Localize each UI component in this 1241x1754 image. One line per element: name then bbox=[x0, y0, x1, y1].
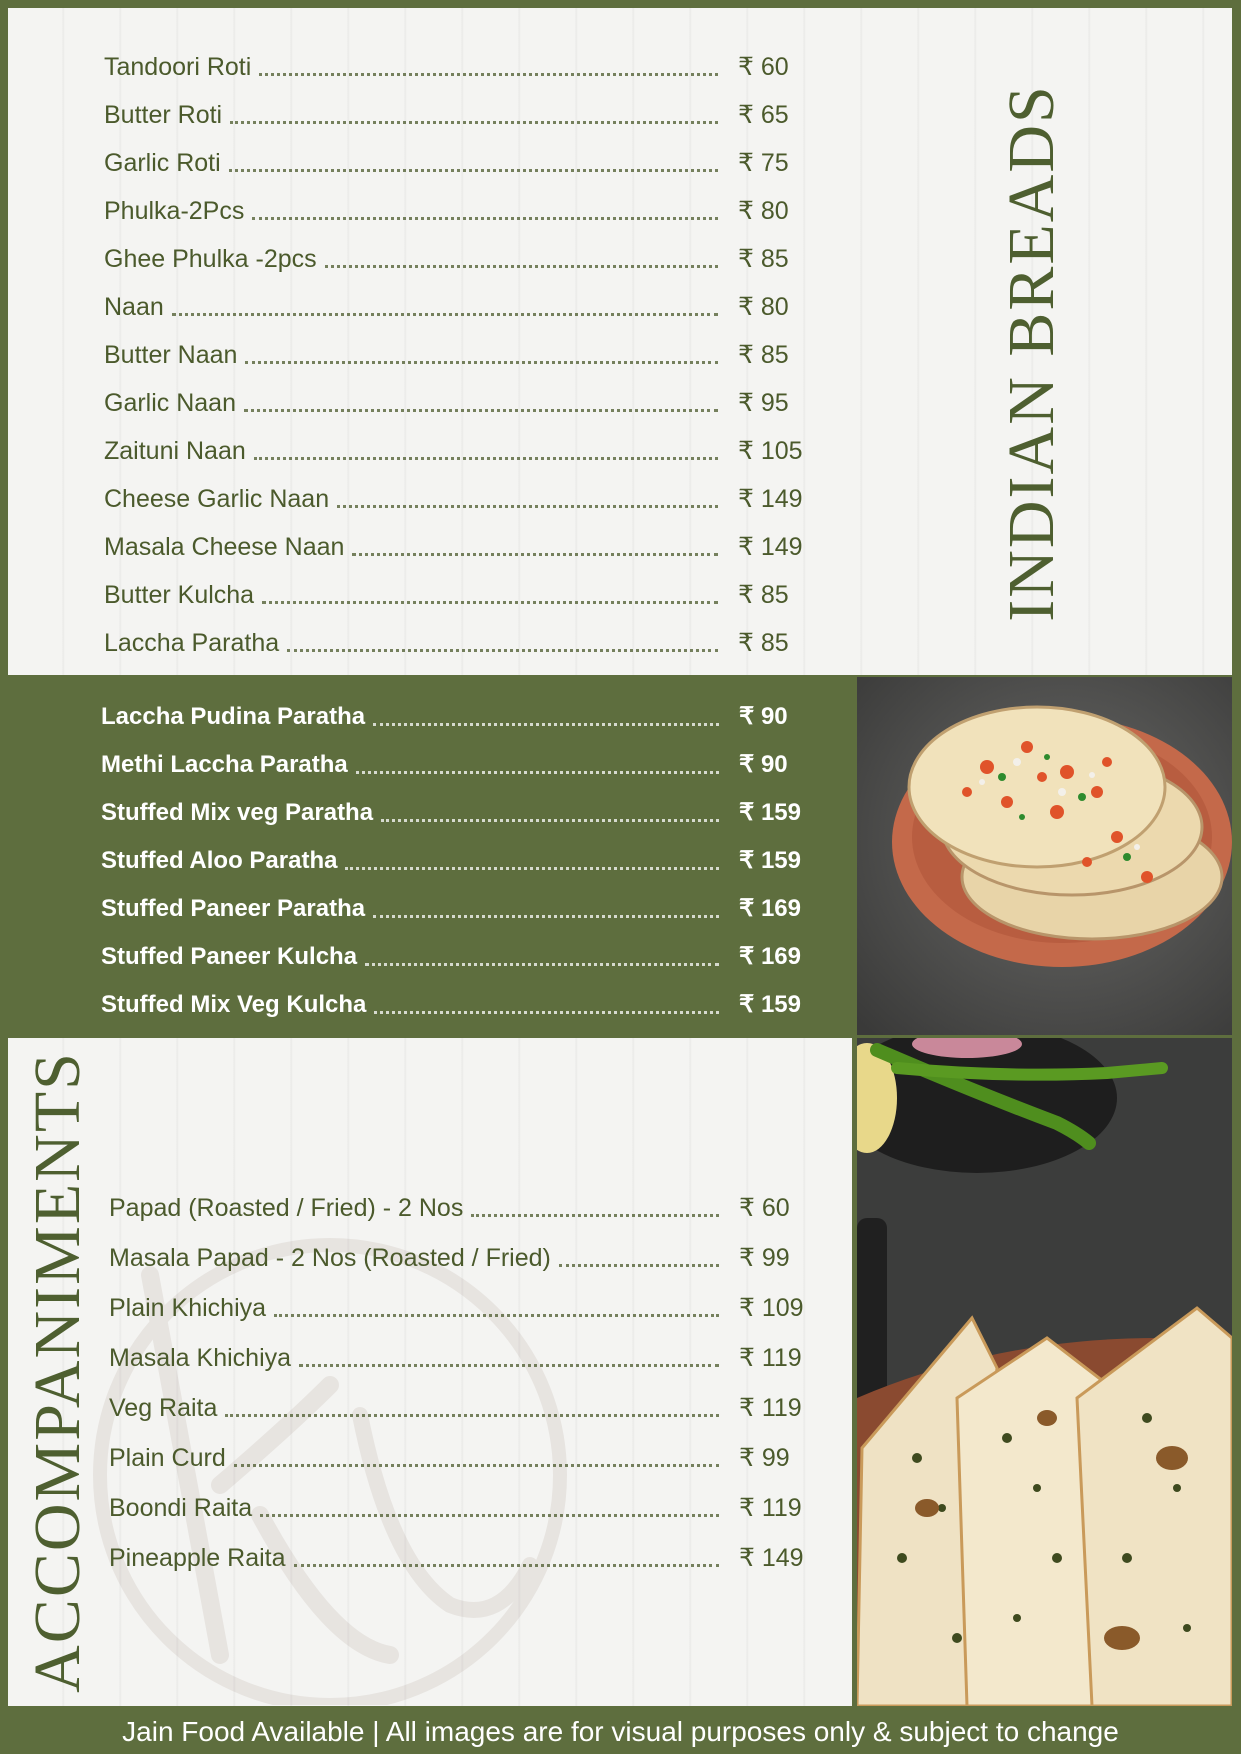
item-name: Papad (Roasted / Fried) - 2 Nos bbox=[109, 1194, 464, 1222]
leader-dots bbox=[234, 1464, 719, 1467]
item-name: Stuffed Mix Veg Kulcha bbox=[101, 991, 367, 1018]
item-name: Stuffed Paneer Kulcha bbox=[101, 943, 358, 970]
menu-item bbox=[104, 570, 808, 610]
item-price: ₹ 159 bbox=[739, 799, 801, 826]
menu-item bbox=[101, 884, 809, 924]
menu-item bbox=[104, 330, 808, 370]
item-price: ₹ 90 bbox=[739, 751, 788, 778]
leader-dots bbox=[172, 313, 718, 316]
item-price: ₹ 95 bbox=[738, 389, 789, 417]
menu-item bbox=[104, 378, 808, 418]
leader-dots bbox=[337, 505, 718, 508]
item-price: ₹ 119 bbox=[739, 1394, 802, 1422]
menu-item bbox=[109, 1483, 809, 1523]
leader-dots bbox=[356, 771, 719, 774]
menu-item bbox=[109, 1433, 809, 1473]
item-price: ₹ 60 bbox=[739, 1194, 790, 1222]
item-price: ₹ 85 bbox=[738, 629, 789, 657]
leader-dots bbox=[365, 963, 719, 966]
menu-item bbox=[109, 1533, 809, 1573]
menu-item bbox=[104, 186, 808, 226]
item-name: Butter Naan bbox=[104, 341, 238, 369]
menu-item bbox=[101, 836, 809, 876]
item-name: Masala Cheese Naan bbox=[104, 533, 345, 561]
menu-item bbox=[109, 1383, 809, 1423]
item-name: Veg Raita bbox=[109, 1394, 218, 1422]
item-name: Masala Papad - 2 Nos (Roasted / Fried) bbox=[109, 1244, 551, 1272]
garlic-naan-image bbox=[857, 1038, 1232, 1706]
menu-item bbox=[104, 42, 808, 82]
leader-dots bbox=[244, 409, 718, 412]
leader-dots bbox=[471, 1214, 719, 1217]
menu-item bbox=[109, 1333, 809, 1373]
item-name: Garlic Naan bbox=[104, 389, 236, 417]
item-name: Ghee Phulka -2pcs bbox=[104, 245, 317, 273]
indian-breads-title: INDIAN BREADS bbox=[995, 84, 1068, 622]
leader-dots bbox=[299, 1364, 719, 1367]
item-name: Phulka-2Pcs bbox=[104, 197, 245, 225]
item-price: ₹ 119 bbox=[739, 1494, 802, 1522]
menu-item bbox=[104, 282, 808, 322]
leader-dots bbox=[373, 723, 719, 726]
item-name: Stuffed Paneer Paratha bbox=[101, 895, 366, 922]
leader-dots bbox=[374, 1011, 719, 1014]
item-name: Butter Roti bbox=[104, 101, 223, 129]
leader-dots bbox=[230, 121, 718, 124]
menu-item bbox=[101, 788, 809, 828]
leader-dots bbox=[373, 915, 719, 918]
item-price: ₹ 149 bbox=[738, 485, 803, 513]
item-name: Garlic Roti bbox=[104, 149, 221, 177]
item-price: ₹ 169 bbox=[739, 895, 801, 922]
item-name: Stuffed Mix veg Paratha bbox=[101, 799, 374, 826]
menu-item bbox=[109, 1233, 809, 1273]
item-price: ₹ 159 bbox=[739, 847, 801, 874]
item-name: Zaituni Naan bbox=[104, 437, 246, 465]
leader-dots bbox=[325, 265, 718, 268]
item-price: ₹ 159 bbox=[739, 991, 801, 1018]
item-price: ₹ 105 bbox=[738, 437, 803, 465]
footer-note: Jain Food Available | All images are for visual purposes only & subject to change bbox=[122, 1716, 1119, 1747]
item-price: ₹ 85 bbox=[738, 341, 789, 369]
menu-item bbox=[104, 522, 808, 562]
item-name: Boondi Raita bbox=[109, 1494, 253, 1522]
leader-dots bbox=[345, 867, 719, 870]
leader-dots bbox=[287, 649, 718, 652]
item-price: ₹ 149 bbox=[739, 1544, 804, 1572]
item-price: ₹ 60 bbox=[738, 53, 789, 81]
item-price: ₹ 80 bbox=[738, 293, 789, 321]
item-name: Pineapple Raita bbox=[109, 1544, 286, 1572]
item-name: Cheese Garlic Naan bbox=[104, 485, 330, 513]
item-name: Butter Kulcha bbox=[104, 581, 255, 609]
leader-dots bbox=[254, 457, 718, 460]
menu-item bbox=[104, 474, 808, 514]
item-name: Naan bbox=[104, 293, 164, 321]
leader-dots bbox=[225, 1414, 719, 1417]
papad-plate-image bbox=[857, 677, 1232, 1035]
menu-item bbox=[101, 740, 809, 780]
leader-dots bbox=[245, 361, 718, 364]
item-price: ₹ 85 bbox=[738, 581, 789, 609]
leader-dots bbox=[352, 553, 718, 556]
menu-item bbox=[104, 618, 808, 658]
leader-dots bbox=[262, 601, 718, 604]
item-price: ₹ 75 bbox=[738, 149, 789, 177]
item-name: Plain Curd bbox=[109, 1444, 226, 1472]
leader-dots bbox=[259, 73, 718, 76]
item-name: Plain Khichiya bbox=[109, 1294, 267, 1322]
leader-dots bbox=[260, 1514, 719, 1517]
item-price: ₹ 85 bbox=[738, 245, 789, 273]
menu-item bbox=[104, 426, 808, 466]
leader-dots bbox=[381, 819, 719, 822]
item-price: ₹ 149 bbox=[738, 533, 803, 561]
item-price: ₹ 80 bbox=[738, 197, 789, 225]
item-price: ₹ 119 bbox=[739, 1344, 802, 1372]
menu-item bbox=[109, 1183, 809, 1223]
item-name: Methi Laccha Paratha bbox=[101, 751, 348, 778]
item-price: ₹ 99 bbox=[739, 1444, 790, 1472]
leader-dots bbox=[252, 217, 718, 220]
item-name: Stuffed Aloo Paratha bbox=[101, 847, 338, 874]
accompaniments-title: ACCOMPANIMENTS bbox=[21, 1051, 94, 1693]
leader-dots bbox=[294, 1564, 719, 1567]
leader-dots bbox=[229, 169, 718, 172]
menu-item bbox=[104, 234, 808, 274]
item-price: ₹ 109 bbox=[739, 1294, 804, 1322]
leader-dots bbox=[274, 1314, 719, 1317]
item-price: ₹ 169 bbox=[739, 943, 801, 970]
leader-dots bbox=[559, 1264, 719, 1267]
menu-item bbox=[104, 138, 808, 178]
item-name: Laccha Paratha bbox=[104, 629, 280, 657]
item-name: Masala Khichiya bbox=[109, 1344, 292, 1372]
menu-item bbox=[109, 1283, 809, 1323]
item-price: ₹ 90 bbox=[739, 703, 788, 730]
item-price: ₹ 99 bbox=[739, 1244, 790, 1272]
item-name: Laccha Pudina Paratha bbox=[101, 703, 366, 730]
item-name: Tandoori Roti bbox=[104, 53, 252, 81]
menu-item bbox=[101, 932, 809, 972]
menu-item bbox=[104, 90, 808, 130]
menu-item bbox=[101, 692, 809, 732]
item-price: ₹ 65 bbox=[738, 101, 789, 129]
menu-item bbox=[101, 980, 809, 1020]
